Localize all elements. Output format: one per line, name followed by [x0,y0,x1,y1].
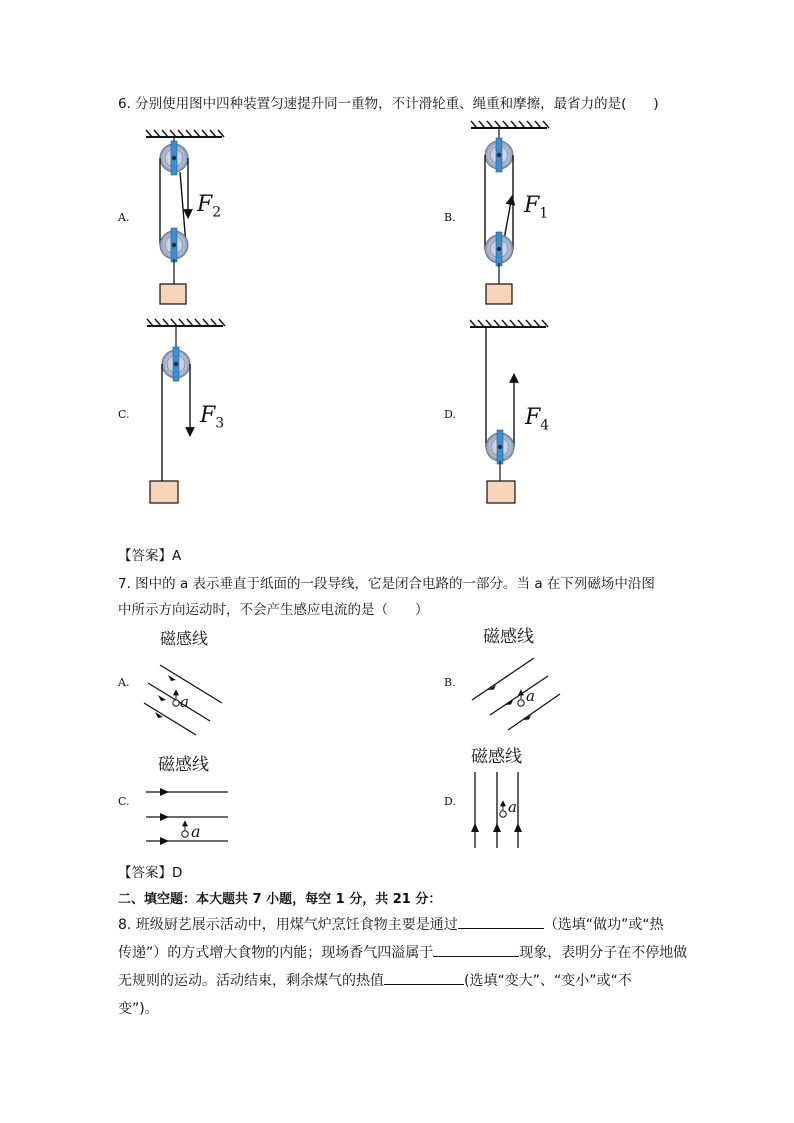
question-6-stem: 6. 分别使用图中四种装置匀速提升同一重物，不计滑轮重、绳重和摩擦，最省力的是( ) [118,96,659,112]
question-8-line1: 8. 班级厨艺展示活动中，用煤气炉烹饪食物主要是通过 （选填“做功”或“热 [118,914,664,934]
option-d-label: D. [444,408,456,421]
answer-6: 【答案】A [118,548,182,564]
blank-3[interactable] [384,970,464,985]
field-figure-c [146,788,228,845]
option-a-label: A. [118,211,130,224]
force-label-b: $F_1$ [524,193,549,222]
force-label-a: $F_2$ [197,192,222,221]
question-8-line2: 传递”）的方式增大食物的内能；现场香气四溢属于 现象，表明分子在不停地做 [118,942,687,962]
field-label-c: 磁感线 [158,755,209,775]
field-figure-b [472,658,560,730]
conductor-label-a: a [180,693,189,711]
q7-option-a-label: A. [118,676,130,689]
q7-option-b-label: B. [444,676,456,689]
q7-option-c-label: C. [118,795,130,808]
question-7-stem-line1: 7. 图中的 a 表示垂直于纸面的一段导线，它是闭合电路的一部分。当 a 在下列磁场中沿图 [118,576,655,592]
conductor-label-d: a [508,798,517,816]
conductor-label-c: a [191,822,201,841]
blank-1[interactable] [458,914,544,929]
option-b-label: B. [444,211,456,224]
field-label-b: 磁感线 [483,627,534,647]
q7-option-d-label: D. [444,795,456,808]
option-c-label: C. [118,408,130,421]
section-heading: 二、填空题：本大题共 7 小题，每空 1 分，共 21 分： [118,892,442,907]
question-8-line4: 变”)。 [118,1001,159,1017]
question-8-line3: 无规则的运动。活动结束，剩余煤气的热值 (选填“变大”、“变小”或“不 [118,970,632,990]
force-label-d: $F_4$ [525,405,550,434]
force-label-c: $F_3$ [200,403,225,432]
blank-2[interactable] [433,942,519,957]
answer-7: 【答案】D [118,865,183,881]
field-label-d: 磁感线 [471,747,522,767]
field-label-a: 磁感线 [160,629,209,648]
conductor-label-b: a [526,687,535,705]
question-7-stem-line2: 中所示方向运动时，不会产生感应电流的是（ ） [118,602,429,618]
